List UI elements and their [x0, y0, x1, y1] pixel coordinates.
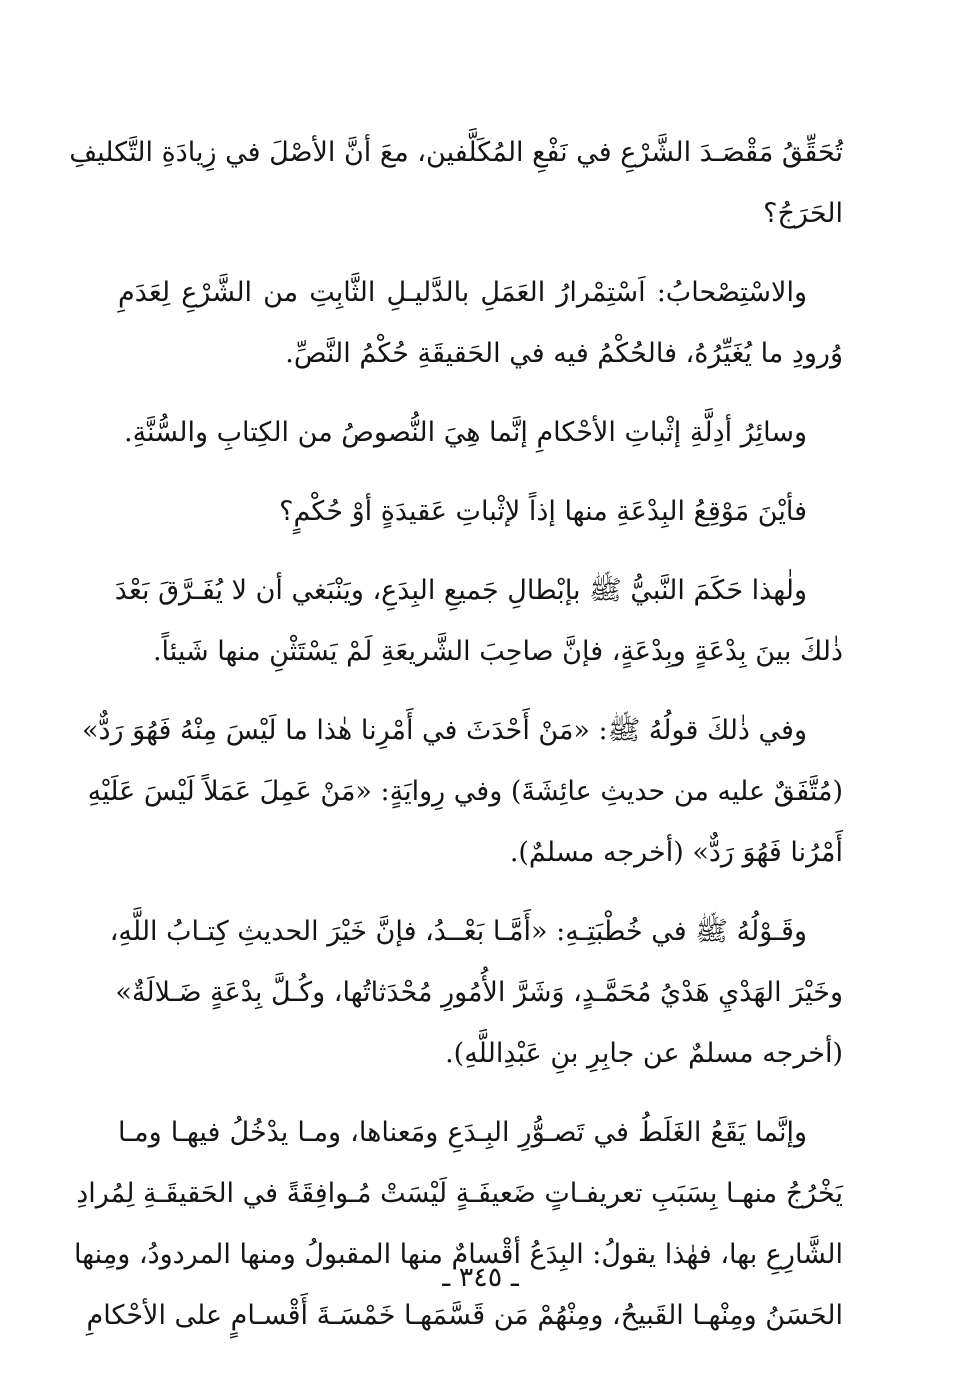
text-line: (مُتَّفَقٌ عليه من حديثِ عائِشَةَ) وفي رِوايَةٍ: «مَنْ عَمِلَ عَمَلاً لَيْسَ عَلَيْهِ	[87, 776, 843, 807]
text-line: الحَرَجُ؟	[763, 198, 843, 229]
text-line: ذٰلكَ بينَ بِدْعَةٍ وبِدْعَةٍ، فإنَّ صاحِبَ الشَّريعَةِ لَمْ يَسْتَثْنِ منها شَيئاً.	[152, 636, 843, 667]
paragraph	[73, 1102, 843, 1346]
text-line: وخَيْرَ الهَدْيِ هَدْيُ مُحَمَّـدٍ، وَشَرَّ الأُمُورِ مُحْدَثاتُها، وكُـلَّ بِدْعَةٍ ضَـلالَةٌ»	[115, 977, 843, 1008]
paragraph	[118, 402, 843, 463]
text-line: الحَسَنُ ومِنْهـا القَبيحُ، ومِنْهُمْ مَن قَسَّمَهـا خَمْسَـةَ أَقْسـامٍ على الأحْكامِ	[86, 1300, 843, 1331]
text-line: وُرودِ ما يُغَيِّرُهُ، فالحُكْمُ فيه في الحَقيقَةِ حُكْمُ النَّصِّ.	[285, 338, 843, 369]
page-number: ـ ٣٤٥ ـ	[442, 1262, 519, 1293]
paragraph	[118, 262, 843, 384]
text-line: وإنَّما يَقَعُ الغَلَطُ في تَصـوُّرِ البِـدَعِ ومَعناها، ومـا يدْخُلُ فيهـا ومـا	[118, 1117, 807, 1148]
paragraph	[69, 122, 843, 244]
text-line: والاسْتِصْحابُ: اَسْتِمْرارُ العَمَلِ بالدَّليـلِ الثَّابِتِ من الشَّرْعِ لِعَدَمِ	[118, 277, 807, 308]
text-line: (أخرجه مسلمٌ عن جابِرِ بنِ عَبْدِاللَّهِ).	[445, 1038, 843, 1069]
text-line: الشَّارِعِ بها، فهٰذا يقولُ: البِدَعُ أقْسامٌ منها المقبولُ ومنها المردودُ، ومِنها	[73, 1239, 843, 1270]
text-line: وفي ذٰلكَ قولُهُ ﷺ: «مَنْ أَحْدَثَ في أَمْرِنا هٰذا ما لَيْسَ مِنْهُ فَهُوَ رَدٌّ»	[82, 715, 807, 746]
text-line: فأيْنَ مَوْقِعُ البِدْعَةِ منها إذاً لإثْباتِ عَقيدَةٍ أوْ حُكْمٍ؟	[279, 496, 807, 527]
paragraph	[82, 700, 843, 883]
paragraph	[118, 481, 843, 542]
text-line: يَخْرُجُ منهـا بِسَبَبِ تعريفـاتٍ ضَعيفَـةٍ لَيْسَتْ مُـوافِقَةً في الحَقيقَـةِ لِمُرادِ	[76, 1178, 843, 1209]
paragraph	[114, 560, 843, 682]
text-line: وقَـوْلُهُ ﷺ في خُطْبَتِـهِ: «أَمَّـا بَعْــدُ، فإنَّ خَيْرَ الحديثِ كِتـابُ اللَّهِ،	[109, 916, 807, 947]
text-line: أَمْرُنا فَهُوَ رَدٌّ» (أخرجه مسلمٌ).	[509, 837, 843, 868]
text-line: وسائِرُ أدِلَّةِ إثْباتِ الأحْكامِ إنَّما هِيَ النُّصوصُ من الكِتابِ والسُّنَّةِ.	[123, 417, 807, 448]
text-line: تُحَقِّقُ مَقْصَـدَ الشَّرْعِ في نَفْعِ المُكَلَّفين، معَ أنَّ الأصْلَ في زِيادَةِ التَّكليفِ	[69, 137, 843, 168]
text-line: ولٰهذا حَكَمَ النَّبيُّ ﷺ بإبْطالِ جَميعِ البِدَعِ، ويَنْبَغي أن لا يُفَـرَّقَ بَعْدَ	[114, 575, 807, 606]
paragraph	[109, 901, 843, 1084]
